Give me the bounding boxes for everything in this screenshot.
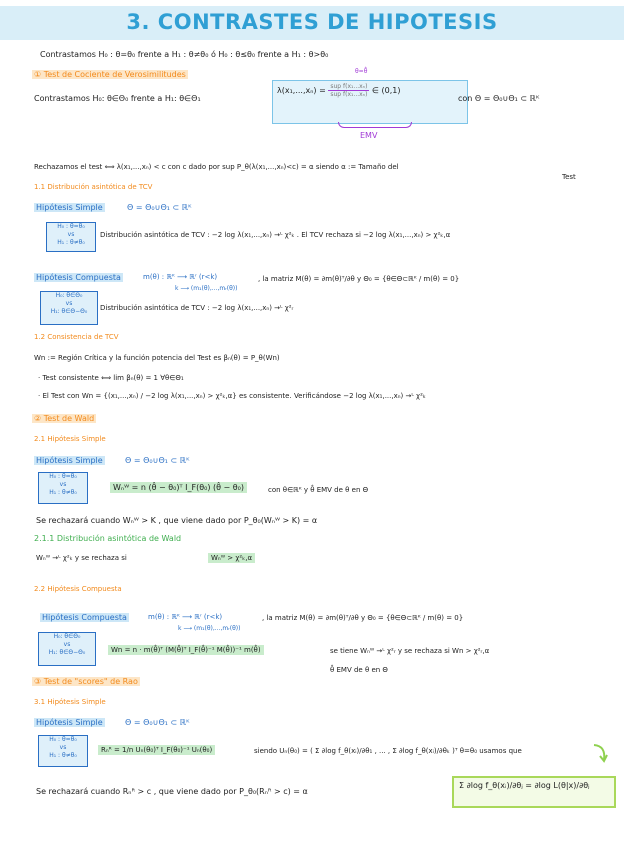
lambda-fraction xyxy=(328,83,369,98)
wald-simple-condition: Θ = Θ₀∪Θ₁ ⊂ ℝᴷ xyxy=(125,456,190,465)
wald-composite-map-2: k ⟶ (m₁(θ),...,mᵣ(θ)) xyxy=(178,625,241,632)
score-identity-box xyxy=(452,776,616,808)
score-identity: Σ ∂log f_θ(xᵢ)/∂θⱼ = ∂log L(θ|x)/∂θⱼ xyxy=(459,781,590,790)
reject-rule-end: Test xyxy=(562,173,576,181)
hypothesis-box-wald-simple: H₀ : θ=θ₀ vs H₁ : θ≠θ₀ xyxy=(38,472,88,504)
section-2-title: ② Test de Wald xyxy=(34,414,95,423)
lambda-interval: ∈ (0,1) xyxy=(371,86,401,95)
wald-asymptotic: Wₙᵂ →ᴸ χ²ₖ y se rechaza si xyxy=(36,554,127,562)
lambda-expr: λ(x₁,...,xₙ) = xyxy=(277,86,326,95)
rao-simple-condition: Θ = Θ₀∪Θ₁ ⊂ ℝᴷ xyxy=(125,718,190,727)
subsection-2-1-title: 2.1 Hipótesis Simple xyxy=(34,435,106,443)
subsection-1-2-title: 1.2 Consistencia de TCV xyxy=(34,333,119,341)
hypothesis-box-simple-1: H₀ : θ=θ₀ vs H₁ : θ≠θ₀ xyxy=(46,222,96,252)
composite-hypothesis-label: Hipótesis Compuesta xyxy=(36,273,121,282)
consistency-bullet-1: · Test consistente ⟺ lim βₙ(θ) = 1 ∀θ∈Θ₁ xyxy=(38,374,184,382)
section-3-title: ③ Test de "scores" de Rao xyxy=(34,677,138,686)
wald-reject-rule: Se rechazará cuando Wₙᵂ > K , que viene dado por P_θ₀(Wₙᵂ > K) = α xyxy=(36,516,318,525)
reject-rule: Rechazamos el test ⟺ λ(x₁,...,xₙ) < c con c dado por sup P_θ(λ(x₁,...,xₙ)<c) = α siendo α := Tamaño del xyxy=(34,163,399,171)
section-1-title: ① Test de Cociente de Verosimilitudes xyxy=(34,70,186,79)
intro-line: Contrastamos H₀ : θ=θ₀ frente a H₁ : θ≠θ₀ ó H₀ : θ≤θ₀ frente a H₁ : θ>θ₀ xyxy=(40,50,329,59)
rao-score-definition: siendo Uₙ(θ₀) = ( Σ ∂log f_θ(xᵢ)/∂θ₁ , ... , Σ ∂log f_θ(xᵢ)/∂θₖ )ᵀ θ=θ₀ usamos que xyxy=(254,747,522,755)
lambda-numerator: sup f(x₁...xₙ) xyxy=(330,83,368,90)
hypothesis-box-composite-1: H₀: θ∈Θ₀ vs H₁: θ∈Θ−Θ₀ xyxy=(40,291,98,325)
page-title: 3. CONTRASTES DE HIPOTESIS xyxy=(126,10,498,34)
simple-hypothesis-condition: Θ = Θ₀∪Θ₁ ⊂ ℝᴷ xyxy=(127,203,192,212)
composite-matrix: , la matriz M(θ) = ∂m(θ)ᵀ/∂θ y Θ₀ = {θ∈Θ⊂ℝᴷ / m(θ) = 0} xyxy=(258,275,460,283)
hypothesis-box-rao: H₀ : θ=θ₀ vs H₁ : θ≠θ₀ xyxy=(38,735,88,767)
wald-composite-note: se tiene Wₙᵂ →ᴸ χ²ᵣ y se rechaza si Wn > χ²ᵣ,α xyxy=(330,647,490,655)
wald-asymptotic-highlight: Wₙᵂ > χ²ₖ,α xyxy=(208,554,255,562)
tcv-distribution-simple: Distribución asintótica de TCV : −2 log λ(x₁,...,xₙ) →ᴸ χ²ₖ . El TCV rechaza si −2 log λ(x₁,...,xₙ) > χ²ₖ,α xyxy=(100,231,451,239)
theta-hat-label: θ=θ̂ xyxy=(355,68,368,75)
composite-map: m(θ) : ℝᴷ ⟶ ℝʳ (r<k) xyxy=(143,273,218,281)
emv-brace xyxy=(338,122,412,128)
wald-composite-map: m(θ) : ℝᴷ ⟶ ℝʳ (r<k) xyxy=(148,613,223,621)
lambda-formula-box xyxy=(272,80,468,124)
rao-simple-label: Hipótesis Simple xyxy=(36,718,103,727)
lambda-denominator: sup f(x₁...xₙ) xyxy=(330,91,368,98)
wald-statistic: Wₙᵂ = n (θ̂ − θ₀)ᵀ I_F(θ₀) (θ̂ − θ₀) xyxy=(110,483,247,492)
rao-statistic: Rₙᴿ = 1/n Uₙ(θ₀)ᵀ I_F(θ₀)⁻¹ Uₙ(θ₀) xyxy=(98,746,215,754)
wald-composite-note-2: θ̂ EMV de θ en Θ xyxy=(330,666,388,674)
simple-hypothesis-label: Hipótesis Simple xyxy=(36,203,103,212)
subsection-1-1-title: 1.1 Distribución asintótica de TCV xyxy=(34,183,153,191)
composite-map-2: k ⟶ (m₁(θ),...,mᵣ(θ)) xyxy=(175,285,238,292)
arrow-down-icon xyxy=(592,742,610,764)
wald-note: con θ∈ℝᴷ y θ̂ EMV de θ en Θ xyxy=(268,486,369,494)
wald-composite-label: Hipótesis Compuesta xyxy=(42,613,127,622)
hypothesis-box-wald-composite: H₀: θ∈Θ₀ vs H₁: θ∈Θ−Θ₀ xyxy=(38,632,96,666)
tcv-distribution-composite: Distribución asintótica de TCV : −2 log λ(x₁,...,xₙ) →ᴸ χ²ᵣ xyxy=(100,304,294,312)
parameter-space: con Θ = Θ₀∪Θ₁ ⊂ ℝᴷ xyxy=(458,94,540,103)
wald-simple-label: Hipótesis Simple xyxy=(36,456,103,465)
subsection-2-2-title: 2.2 Hipótesis Compuesta xyxy=(34,585,122,593)
wald-composite-statistic: Wn = n · m(θ̂)ᵀ (M(θ̂)ᵀ I_F(θ̂)⁻¹ M(θ̂))⁻¹ m(θ̂) xyxy=(108,646,264,654)
subsection-2-1-1-title: 2.1.1 Distribución asintótica de Wald xyxy=(34,534,182,543)
rao-reject-rule: Se rechazará cuando Rₙᴿ > c , que viene dado por P_θ₀(Rₙᴿ > c) = α xyxy=(36,787,308,796)
subsection-3-1-title: 3.1 Hipótesis Simple xyxy=(34,698,106,706)
emv-label: EMV xyxy=(360,131,378,140)
consistency-bullet-2: · El Test con Wn = {(x₁,...,xₙ) / −2 log λ(x₁,...,xₙ) > χ²ₖ,α} es consistente. Verificándose −2 log λ(x₁,...,xₙ) →ᴸ χ²ₖ xyxy=(38,392,426,400)
sec1-contrast-line: Contrastamos H₀: θ∈Θ₀ frente a H₁: θ∈Θ₁ xyxy=(34,94,201,103)
critical-region-line: Wn := Región Crítica y la función potencia del Test es βₙ(θ) = P_θ(Wn) xyxy=(34,354,280,362)
wald-composite-matrix: , la matriz M(θ) = ∂m(θ)ᵀ/∂θ y Θ₀ = {θ∈Θ⊂ℝᴷ / m(θ) = 0} xyxy=(262,614,464,622)
